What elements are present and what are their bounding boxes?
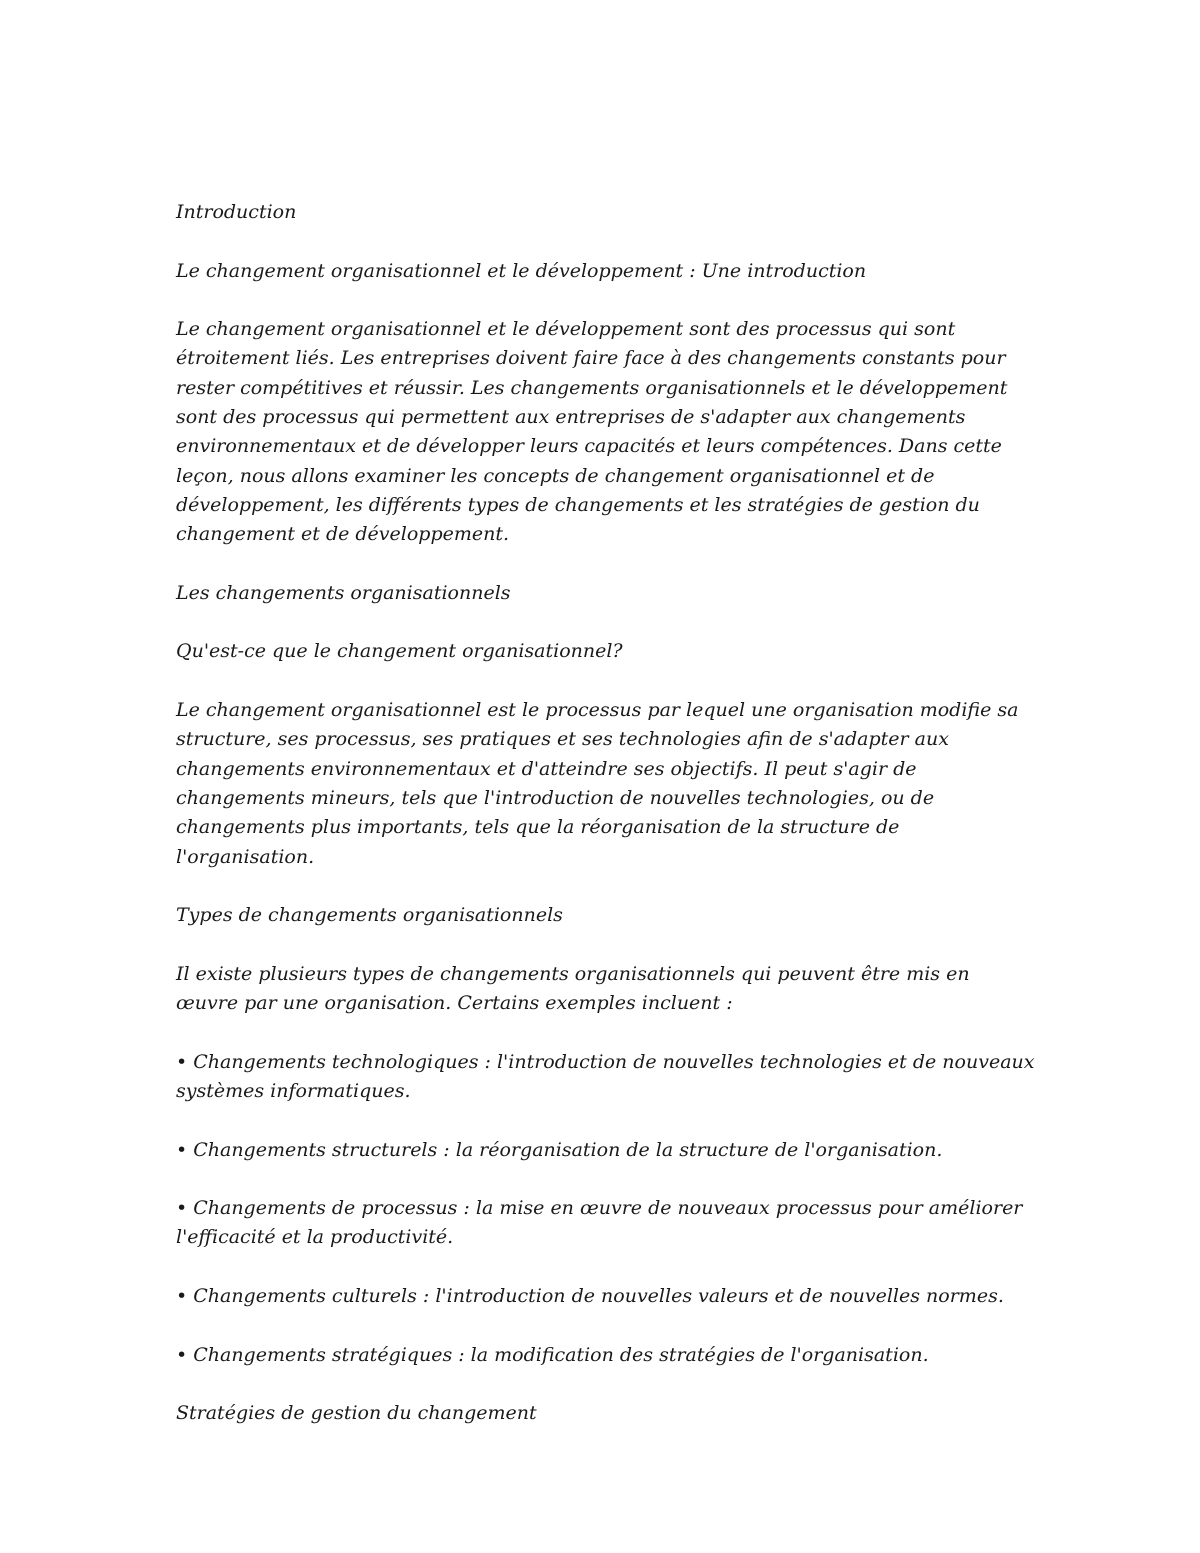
document-subtitle: Le changement organisationnel et le développement : Une introduction (176, 259, 867, 282)
bullet-text: Changements technologiques : l'introduction de nouvelles technologies et de nouveaux systèmes informatiques. (176, 1050, 1035, 1102)
heading-organizational-changes: Les changements organisationnels (176, 581, 511, 604)
bullet-icon: • (176, 1343, 188, 1366)
bullet-text: Changements culturels : l'introduction de nouvelles valeurs et de nouvelles normes. (193, 1284, 1004, 1307)
bullet-text: Changements de processus : la mise en œuvre de nouveaux processus pour améliorer l'efficacité et la productivité. (176, 1197, 1023, 1249)
bullet-icon: • (176, 1050, 188, 1073)
bullet-item-structural (176, 1136, 1036, 1165)
heading-change-strategies: Stratégies de gestion du changement (176, 1402, 537, 1425)
bullet-icon: • (176, 1284, 188, 1307)
types-paragraph: Il existe plusieurs types de changements organisationnels qui peuvent être mis en œuvre par une organisation. Certains exemples incluent : (176, 962, 970, 1015)
bullet-item-technological (176, 1048, 1036, 1107)
bullet-icon: • (176, 1197, 188, 1220)
heading-introduction: Introduction (176, 201, 297, 223)
bullet-item-process (176, 1194, 1036, 1253)
intro-paragraph: Le changement organisationnel et le développement sont des processus qui sont étroitement liés. Les entreprises doivent faire face à des changements constants pour rester compétitives et réussir. Les changements organisationnels et le développement sont des processus qui permettent aux entreprises de s'adapter aux changements environnementaux et de développer leurs capacités et leurs compétences. Dans cette leçon, nous allons examiner les concepts de changement organisationnel et de développement, les différents types de changements et les stratégies de gestion du changement et de développement. (176, 318, 1008, 546)
bullet-text: Changements structurels : la réorganisation de la structure de l'organisation. (193, 1138, 943, 1161)
bullet-item-cultural (176, 1282, 1036, 1311)
question-heading: Qu'est-ce que le changement organisationnel? (176, 640, 623, 663)
heading-change-types: Types de changements organisationnels (176, 904, 563, 927)
definition-paragraph: Le changement organisationnel est le processus par lequel une organisation modifie sa structure, ses processus, ses pratiques et ses technologies afin de s'adapter aux changements environnementaux et d'atteindre ses objectifs. Il peut s'agir de changements mineurs, tels que l'introduction de nouvelles technologies, ou de changements plus importants, tels que la réorganisation de la structure de l'organisation. (176, 699, 1019, 868)
document-body (176, 198, 1036, 1458)
bullet-icon: • (176, 1138, 188, 1161)
bullet-text: Changements stratégiques : la modification des stratégies de l'organisation. (193, 1343, 929, 1366)
bullet-item-strategic (176, 1341, 1036, 1370)
